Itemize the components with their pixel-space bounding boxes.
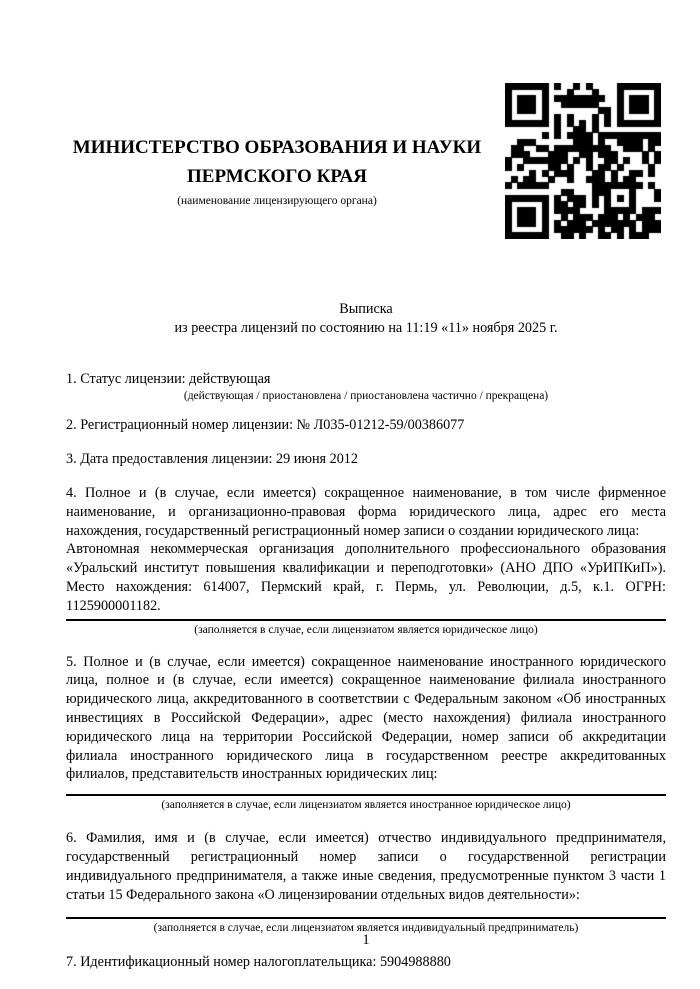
item-foreign-entity-label: 5. Полное и (в случае, если имеется) сокращенное наименование иностранного юридического лица, полное и (в случае, если имеется) сокращенное наименование филиала иностранного юридического лица, аккредитованного в соответствии с Федеральным законом «Об иностранных инвестициях в Российской Федерации», адрес (место нахождения) филиала иностранного юридического лица на территории Российской Федерации, номер записи об аккредитации филиала иностранного юридического лица в государственном реестре аккредитованных филиалов, представительств иностранных юридических лиц: [66,653,666,783]
item-license-status: 1. Статус лицензии: действующая [66,370,271,387]
letterhead [66,133,488,208]
item-foreign-entity-caption: (заполняется в случае, если лицензиатом является иностранное юридическое лицо) [161,799,571,812]
qr-code [505,83,661,239]
fill-in-rule-entrepreneur [66,917,666,919]
item-entrepreneur-caption: (заполняется в случае, если лицензиатом является индивидуальный предприниматель) [153,922,579,935]
ministry-caption: (наименование лицензирующего органа) [177,195,377,207]
item-registration-number: 2. Регистрационный номер лицензии: № Л035-01212-59/00386077 [66,417,465,434]
item-license-date: 3. Дата предоставления лицензии: 29 июня 2012 [66,451,358,468]
document-title-line1: Выписка [339,301,393,317]
ministry-name-line2: ПЕРМСКОГО КРАЯ [187,166,367,187]
item-legal-entity-label: 4. Полное и (в случае, если имеется) сокращенное наименование, в том числе фирменное наименование, и организационно-правовая форма юридического лица, адрес его места нахождения, государственный регистрационный номер записи о создании юридического лица: [66,484,666,539]
item-license-status-caption: (действующая / приостановлена / приостановлена частично / прекращена) [183,390,549,403]
document-title [66,300,666,338]
fill-in-rule-legal-entity [66,619,666,621]
item-legal-entity-value: Автономная некоммерческая организация дополнительного профессионального образования «Уральский институт повышения квалификации и переподготовки» (АНО ДПО «УрИПКиП»). Место нахождения: 614007, Пермский край, г. Пермь, ул. Революции, д.5, к.1. ОГРН: 1125900001182. [66,541,666,614]
document-title-line2: из реестра лицензий по состоянию на 11:19 «11» ноября 2025 г. [174,319,558,336]
ministry-name [66,133,488,191]
fill-in-rule-foreign-entity [66,794,666,796]
item-entrepreneur-label: 6. Фамилия, имя и (в случае, если имеется) отчество индивидуального предпринимателя, государственный регистрационный номер записи о государственной регистрации индивидуального предпринимателя, а также иные сведения, предусмотренные пунктом 3 части 1 статьи 15 Федерального закона «О лицензировании отдельных видов деятельности»: [66,830,666,903]
ministry-name-line1: МИНИСТЕРСТВО ОБРАЗОВАНИЯ И НАУКИ [72,137,482,158]
item-taxpayer-number: 7. Идентификационный номер налогоплательщика: 5904988880 [66,954,451,971]
document-body [66,300,666,972]
item-legal-entity-caption: (заполняется в случае, если лицензиатом является юридическое лицо) [194,623,538,636]
page-number: 1 [362,932,370,948]
